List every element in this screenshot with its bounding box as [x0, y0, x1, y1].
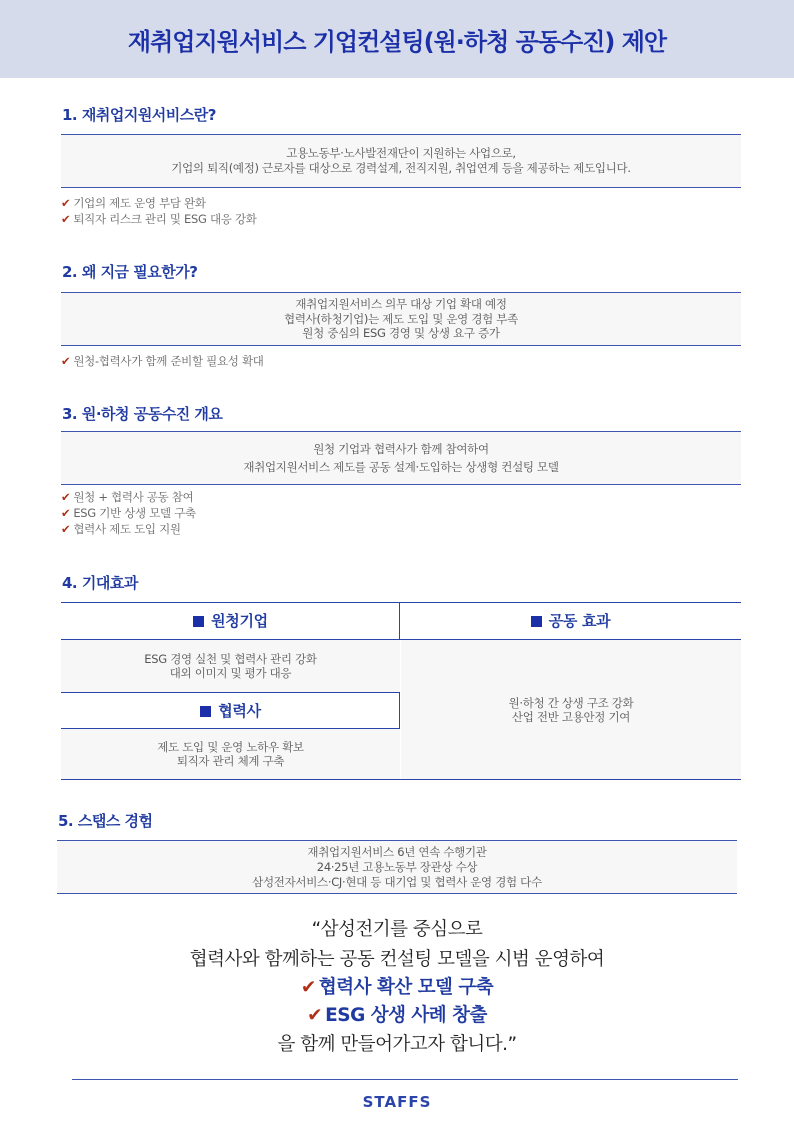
box-line: 협력사(하청기업)는 제도 도입 및 운영 경험 부족 — [284, 311, 518, 326]
box-line: 재취업지원서비스 의무 대상 기업 확대 예정 — [295, 297, 507, 312]
check-item — [61, 489, 196, 505]
section-1-heading: 1. 재취업지원서비스란? — [62, 106, 216, 124]
cell-line: ESG 경영 실천 및 협력사 관리 강화 — [144, 652, 317, 666]
box-line: 재취업지원서비스 제도를 공동 설계·도입하는 상생형 컨설팅 모델 — [243, 460, 559, 474]
effects-table — [61, 602, 741, 780]
box-line: 원청 기업과 협력사가 함께 참여하여 — [313, 442, 489, 456]
square-icon — [531, 616, 542, 627]
check-item — [61, 211, 257, 227]
section-2-heading: 2. 왜 지금 필요한가? — [62, 263, 198, 281]
prime-header-label: 원청기업 — [211, 612, 268, 630]
check-icon: ✔ — [61, 522, 71, 536]
square-icon — [200, 706, 211, 717]
box-line: 고용노동부·노사발전재단이 지원하는 사업으로, — [286, 146, 516, 160]
check-icon: ✔ — [61, 506, 71, 520]
quote-bullet-text: 협력사 확산 모델 구축 — [318, 977, 494, 998]
section-4-heading: 4. 기대효과 — [62, 574, 138, 592]
cell-line: 대외 이미지 및 평가 대응 — [169, 666, 292, 680]
quote-bullet-1 — [0, 973, 794, 999]
cell-line: 산업 전반 고용안정 기여 — [511, 709, 631, 724]
cell-line: 원·하청 간 상생 구조 강화 — [508, 695, 634, 710]
partner-body — [61, 729, 400, 779]
check-text: 퇴직자 리스크 관리 및 ESG 대응 강화 — [73, 212, 257, 226]
partner-header-label: 협력사 — [218, 701, 261, 720]
joint-header-label: 공동 효과 — [548, 612, 611, 630]
check-item — [61, 521, 196, 537]
staffs-logo: STAFFS — [362, 1093, 432, 1111]
section-3-checks — [61, 489, 196, 537]
section-2-checks — [61, 353, 264, 369]
box-line: 기업의 퇴직(예정) 근로자를 대상으로 경력설계, 전직지원, 취업연계 등을 제공하는 제도입니다. — [171, 161, 631, 175]
section-5-heading: 5. 스탭스 경험 — [58, 812, 153, 830]
box-line: 원청 중심의 ESG 경영 및 상생 요구 증가 — [302, 326, 500, 341]
footer-divider — [72, 1079, 738, 1080]
joint-header — [400, 603, 741, 639]
joint-body — [401, 640, 741, 779]
section-1-checks — [61, 195, 257, 227]
check-icon: ✔ — [61, 490, 71, 504]
section-1-box — [61, 134, 741, 188]
quote-bullet-2 — [0, 1001, 794, 1027]
prime-body — [61, 640, 400, 692]
check-text: 원청-협력사가 함께 준비할 필요성 확대 — [73, 354, 264, 368]
check-icon: ✔ — [300, 977, 316, 998]
page-title: 재취업지원서비스 기업컨설팅(원·하청 공동수진) 제안 — [127, 27, 667, 56]
box-line: 삼성전자서비스·CJ·현대 등 대기업 및 협력사 운영 경험 다수 — [252, 874, 542, 889]
title-banner — [0, 0, 794, 78]
section-3-heading: 3. 원·하청 공동수진 개요 — [62, 405, 223, 423]
check-icon: ✔ — [61, 354, 71, 368]
square-icon — [193, 616, 204, 627]
quote-line-2: 협력사와 함께하는 공동 컨설팅 모델을 시범 운영하여 — [189, 949, 605, 970]
box-line: 재취업지원서비스 6년 연속 수행기관 — [307, 844, 487, 859]
check-item — [61, 195, 257, 211]
check-text: 원청 + 협력사 공동 참여 — [73, 490, 194, 504]
check-text: 협력사 제도 도입 지원 — [73, 522, 181, 536]
box-line: 24·25년 고용노동부 장관상 수상 — [316, 859, 478, 874]
cell-line: 제도 도입 및 운영 노하우 확보 — [157, 740, 304, 754]
section-5-box — [57, 840, 737, 894]
section-3-box — [61, 431, 741, 485]
quote-bullet-text: ESG 상생 사례 창출 — [325, 1005, 487, 1026]
quote-line-1: “삼성전기를 중심으로 — [311, 919, 483, 940]
check-icon: ✔ — [307, 1005, 323, 1026]
check-icon: ✔ — [61, 212, 71, 226]
check-item — [61, 353, 264, 369]
check-item — [61, 505, 196, 521]
check-icon: ✔ — [61, 196, 71, 210]
cell-line: 퇴직자 관리 체계 구축 — [176, 754, 285, 768]
partner-header — [61, 693, 400, 728]
check-text: ESG 기반 상생 모델 구축 — [73, 506, 196, 520]
prime-header — [61, 603, 400, 639]
check-text: 기업의 제도 운영 부담 완화 — [73, 196, 206, 210]
section-2-box — [61, 292, 741, 346]
quote-line-3: 을 함께 만들어가고자 합니다.” — [277, 1034, 517, 1055]
